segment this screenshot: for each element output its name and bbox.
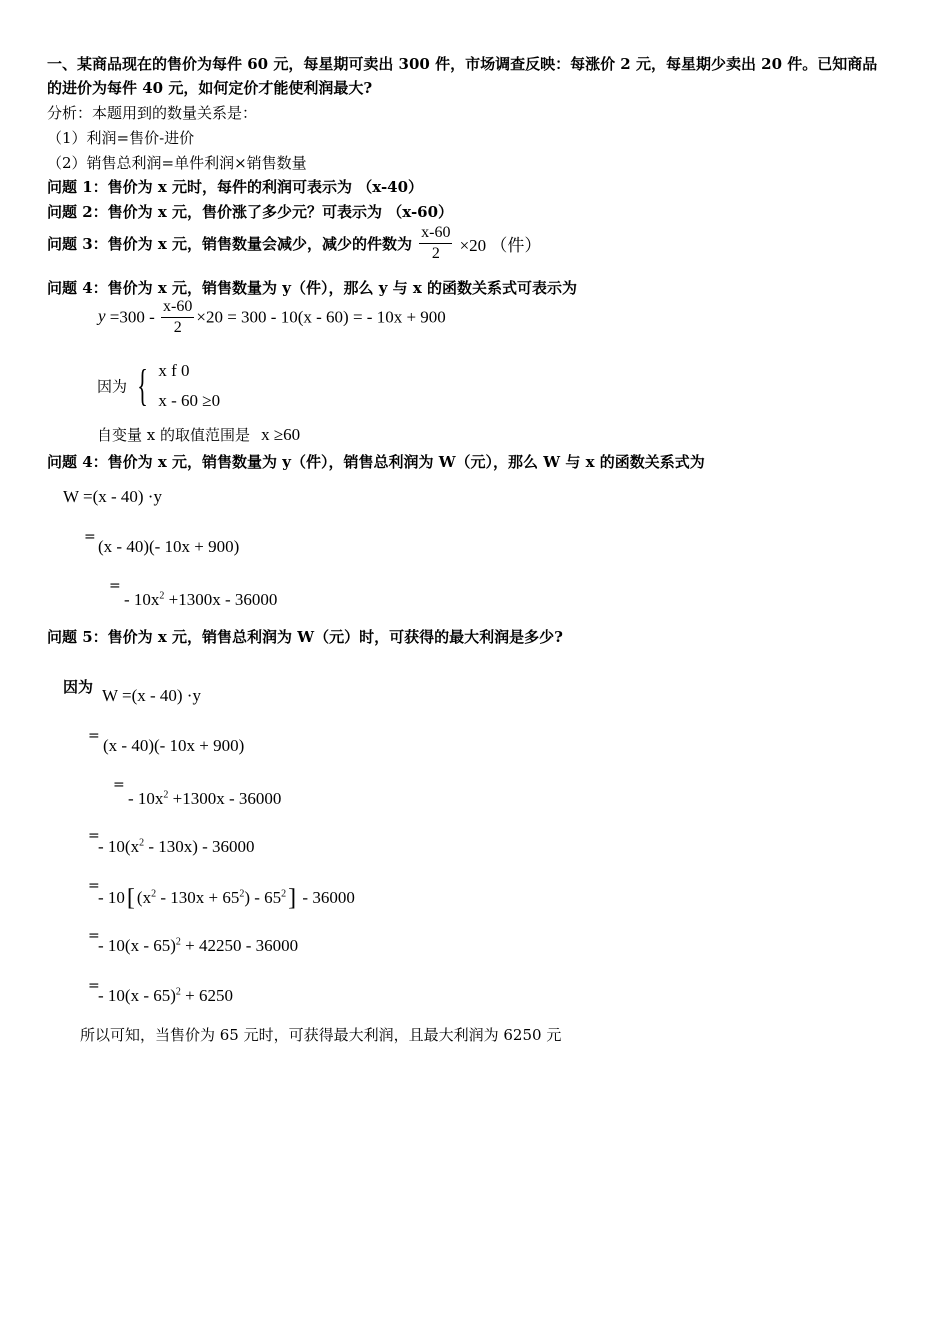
domain-system (97, 356, 220, 416)
y-symbol: y (98, 306, 106, 326)
max-line-4 (98, 837, 255, 857)
max-line-6-a: - 10(x - 65) (98, 936, 176, 955)
conclusion: 所以可知，当售价为 65 元时，可获得最大利润，且最大利润为 6250 元 (80, 1026, 562, 1044)
condition-1: x f 0 (158, 361, 190, 380)
max-line-3-sq: 2 (163, 789, 169, 801)
max-eq-sign-5: = (88, 878, 100, 894)
left-bracket: [ (126, 885, 135, 911)
domain-because: 因为 (97, 377, 128, 396)
max-line-4-b: - 130x) - 36000 (144, 837, 255, 856)
max-line-6-b: + 42250 - 36000 (180, 936, 299, 955)
max-eq-sign-2: = (88, 728, 100, 744)
y-eq-fraction-num: x-60 (161, 298, 194, 318)
max-line-5-sq-1: 2 (151, 888, 157, 900)
analysis-intro: 分析：本题用到的数量关系是： (47, 104, 258, 122)
relation-2: （2）销售总利润=单件利润×销售数量 (47, 154, 307, 172)
max-eq-sign-3: = (113, 777, 125, 793)
question-3 (47, 224, 541, 263)
w-eq-line-3-a: - 10x (124, 590, 160, 609)
w-eq-sign-3: = (109, 578, 121, 594)
max-line-5-c: - 130x + 65 (156, 888, 240, 907)
max-line-3-b: +1300x - 36000 (168, 789, 282, 808)
max-line-5-b: (x (136, 888, 152, 907)
w-eq-line-2: (x - 40)(- 10x + 900) (98, 537, 240, 556)
problem-line-2: 的进价为每件 40 元，如何定价才能使利润最大? (47, 79, 373, 97)
w-eq-sign-2: = (84, 529, 96, 545)
question-4a: 问题 4：售价为 x 元，销售数量为 y（件），那么 y 与 x 的函数关系式可表示为 (47, 279, 578, 297)
w-eq-line-3-b: +1300x - 36000 (164, 590, 278, 609)
max-line-1: W =(x - 40) ·y (102, 686, 201, 705)
max-line-5-sq-3: 2 (281, 888, 287, 900)
question-1: 问题 1：售价为 x 元时，每件的利润可表示为 （x-40） (47, 178, 424, 196)
right-bracket: ] (288, 885, 297, 911)
w-eq-line-1: W =(x - 40) ·y (63, 487, 162, 506)
relation-1: （1）利润=售价-进价 (47, 129, 195, 147)
max-line-7-sq: 2 (175, 986, 181, 998)
max-eq-sign-7: = (88, 978, 100, 994)
brace-symbol: { (137, 361, 148, 410)
y-eq-part-b: ×20 = 300 - 10(x - 60) = - 10x + 900 (196, 307, 446, 327)
fraction-x-60-over-2 (419, 224, 452, 263)
max-line-5-sq-2: 2 (239, 888, 245, 900)
max-line-6 (98, 936, 298, 956)
max-line-5 (98, 885, 355, 912)
range-math: x ≥60 (261, 425, 301, 444)
max-line-3 (128, 789, 281, 809)
max-line-5-e: - 36000 (298, 888, 355, 907)
y-eq-fraction-den: 2 (173, 319, 182, 336)
w-eq-line-3-sq: 2 (159, 590, 165, 602)
question-4b: 问题 4：售价为 x 元，销售数量为 y（件），销售总利润为 W（元），那么 W 与 x 的函数关系式为 (47, 453, 705, 471)
question-3-text: 问题 3：售价为 x 元，销售数量会减少，减少的件数为 (47, 235, 413, 253)
max-line-4-sq: 2 (139, 837, 145, 849)
max-line-5-d: ) - 65 (244, 888, 282, 907)
question-5: 问题 5：售价为 x 元，销售总利润为 W（元）时，可获得的最大利润是多少? (47, 628, 563, 646)
max-line-3-a: - 10x (128, 789, 164, 808)
y-eq-fraction (161, 298, 194, 337)
question-2: 问题 2：售价为 x 元，售价涨了多少元？可表示为 （x-60） (47, 203, 454, 221)
max-line-7-a: - 10(x - 65) (98, 986, 176, 1005)
max-line-7 (98, 986, 233, 1006)
fraction-numerator: x-60 (419, 224, 452, 244)
max-because: 因为 (63, 678, 94, 696)
range-text: 自变量 x 的取值范围是 (97, 426, 250, 444)
max-line-6-sq: 2 (175, 936, 181, 948)
condition-2: x - 60 ≥0 (158, 391, 221, 410)
y-equation (98, 298, 446, 337)
domain-conditions (158, 356, 220, 416)
question-3-suffix: ×20 （件） (459, 236, 542, 255)
max-eq-sign-6: = (88, 928, 100, 944)
max-eq-sign-4: = (88, 828, 100, 844)
max-line-5-a: - 10 (98, 888, 125, 907)
fraction-denominator: 2 (431, 245, 440, 262)
max-line-4-a: - 10(x (98, 837, 140, 856)
max-line-7-b: + 6250 (180, 986, 233, 1005)
y-eq-part-a: =300 - (105, 307, 160, 327)
problem-line-1: 一、某商品现在的售价为每件 60 元，每星期可卖出 300 件，市场调查反映：每涨价 2 元，每星期少卖出 20 件。已知商品 (47, 55, 878, 73)
domain-range (97, 424, 300, 445)
max-line-2: (x - 40)(- 10x + 900) (103, 736, 245, 755)
w-eq-line-3 (124, 590, 277, 610)
